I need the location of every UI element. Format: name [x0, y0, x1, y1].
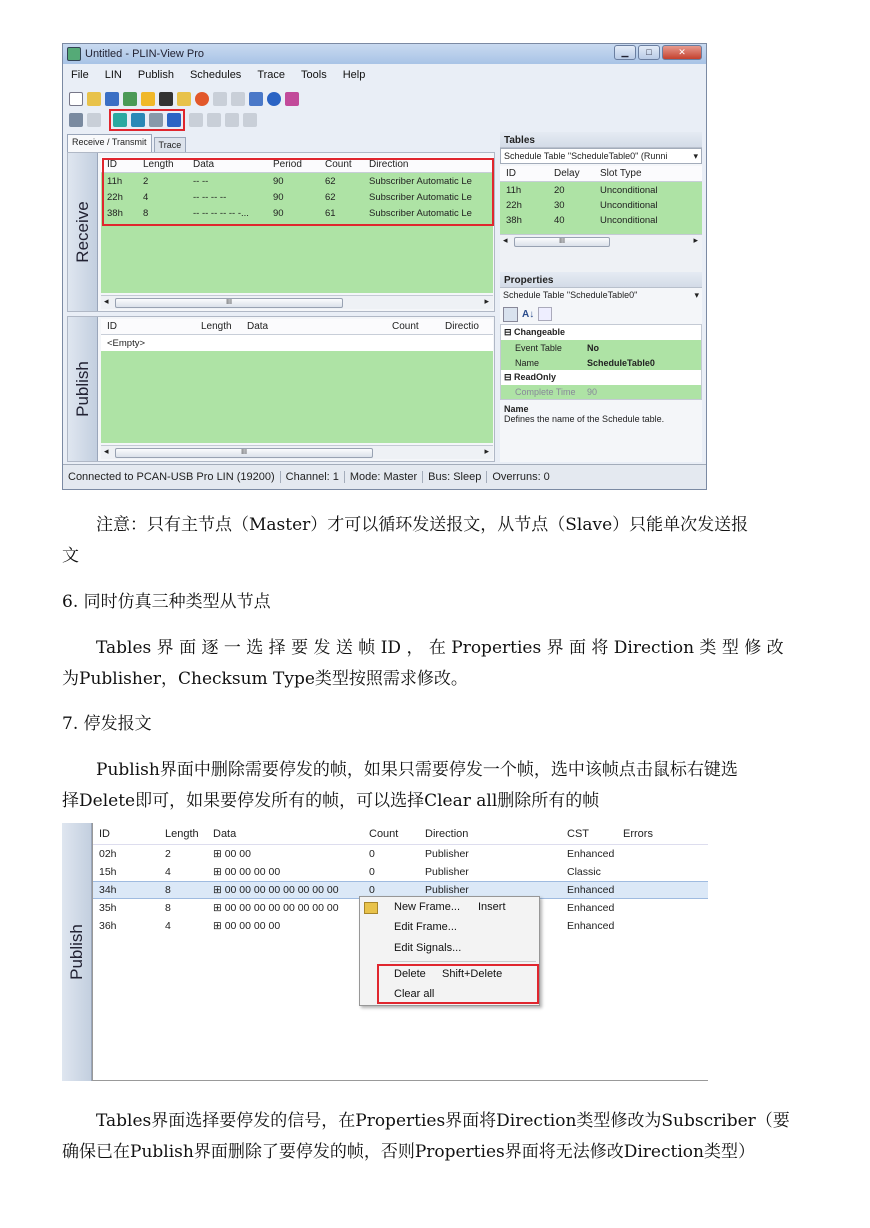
- menu-lin[interactable]: LIN: [104, 69, 122, 81]
- section-7-heading: 7. 停发报文: [62, 714, 152, 734]
- export-icon[interactable]: [123, 92, 137, 106]
- publish-label: Publish: [66, 924, 86, 980]
- menu-tools[interactable]: Tools: [301, 69, 327, 81]
- scroll-right-icon[interactable]: ▸: [484, 446, 489, 456]
- scroll-thumb[interactable]: III: [514, 237, 610, 247]
- scroll-left-icon[interactable]: ◂: [503, 235, 508, 245]
- record-icon[interactable]: [195, 92, 209, 106]
- cell: 61: [325, 207, 336, 219]
- property-name: Event Table: [515, 342, 562, 353]
- property-value: 90: [587, 387, 598, 397]
- menu-trace[interactable]: Trace: [257, 69, 286, 81]
- col-data[interactable]: Data: [193, 159, 215, 170]
- receive-grid: [101, 157, 493, 293]
- section-6-para-2: 为Publisher，Checksum Type类型按照需求修改。: [62, 669, 468, 689]
- publish-grid: [101, 319, 493, 443]
- receive-scrollbar[interactable]: [101, 295, 493, 309]
- col-id[interactable]: ID: [107, 321, 117, 332]
- title-bar: [63, 44, 706, 64]
- menu-bar: [71, 69, 365, 85]
- cell: Unconditional: [600, 184, 658, 196]
- col-length[interactable]: Length: [165, 827, 199, 840]
- chevron-down-icon[interactable]: ▾: [694, 290, 699, 300]
- empty-row: <Empty>: [101, 335, 493, 351]
- group-readonly[interactable]: ⊟ ReadOnly: [504, 372, 557, 382]
- cell: 62: [325, 191, 336, 203]
- cell: 15h: [99, 866, 117, 878]
- cell: 40: [554, 215, 565, 226]
- cell: Unconditional: [600, 200, 658, 211]
- status-mode: Mode: Master: [345, 471, 423, 483]
- tab-receive-transmit[interactable]: Receive / Transmit: [67, 134, 152, 152]
- scroll-left-icon[interactable]: ◂: [104, 296, 109, 306]
- cell: Subscriber Automatic Le: [369, 175, 472, 187]
- open-icon[interactable]: [87, 92, 101, 106]
- receive-highlight: [102, 158, 494, 226]
- property-row[interactable]: [501, 340, 701, 355]
- close-button[interactable]: ✕: [662, 45, 702, 60]
- cell: 8: [165, 884, 171, 896]
- table-row[interactable]: [93, 863, 708, 881]
- cell: Publisher: [425, 848, 469, 860]
- cell: 90: [273, 175, 284, 187]
- cell: 34h: [99, 884, 117, 896]
- property-value: No: [587, 342, 599, 353]
- menu-item-edit-frame[interactable]: Edit Frame...: [394, 921, 457, 933]
- col-direction[interactable]: Direction: [369, 159, 409, 170]
- col-direction[interactable]: Direction: [425, 827, 469, 840]
- final-para-1: Tables界面选择要停发的信号，在Properties界面将Direction类型修改为Subscriber（要: [96, 1111, 790, 1131]
- scroll-thumb[interactable]: III: [115, 298, 343, 308]
- publish-sidebar: [62, 823, 92, 1081]
- cell: Subscriber Automatic Le: [369, 207, 472, 219]
- cell: 8: [143, 207, 149, 219]
- table-row[interactable]: [93, 845, 708, 863]
- col-id[interactable]: ID: [107, 159, 117, 170]
- step-icon[interactable]: [149, 113, 163, 127]
- receive-panel: [67, 152, 495, 312]
- section-7-para-2: 择Delete即可，如果要停发所有的帧，可以选择Clear all删除所有的帧: [62, 791, 600, 811]
- disk-icon[interactable]: [249, 92, 263, 106]
- publish-panel: [67, 316, 495, 462]
- property-name: Complete Time: [515, 387, 576, 397]
- property-name: Name: [515, 357, 540, 368]
- schedule-icon[interactable]: [69, 113, 83, 127]
- toolbar-schedule: [69, 110, 257, 130]
- section-6-para-1: Tables 界 面 逐 一 选 择 要 发 送 帧 ID ， 在 Properties 界 面 将 Direction 类 型 修 改: [96, 638, 784, 658]
- combo-text: Schedule Table "ScheduleTable0": [503, 290, 638, 300]
- menu-help[interactable]: Help: [342, 69, 366, 81]
- property-row[interactable]: [501, 355, 701, 370]
- section-6-heading: 6. 同时仿真三种类型从节点: [62, 592, 271, 612]
- col-slot-type[interactable]: Slot Type: [600, 168, 642, 179]
- col-count[interactable]: Count: [369, 827, 399, 840]
- cell: -- -- -- --: [193, 191, 227, 203]
- property-grid: [500, 324, 702, 400]
- properties-toolbar: [500, 304, 702, 324]
- cell: Subscriber Automatic Le: [369, 191, 472, 203]
- menu-separator: [390, 961, 536, 962]
- scroll-thumb[interactable]: III: [115, 448, 373, 458]
- menu-item-edit-signals[interactable]: Edit Signals...: [394, 942, 462, 954]
- folder-icon[interactable]: [177, 92, 191, 106]
- new-frame-icon: [364, 902, 378, 914]
- cell: 38h: [506, 215, 522, 226]
- toolbar-main: [69, 89, 299, 109]
- status-bar: [63, 464, 706, 489]
- add-icon[interactable]: [189, 113, 203, 127]
- shortcut-insert: Insert: [478, 901, 506, 913]
- publish-header: [93, 823, 708, 845]
- cell: Enhanced: [567, 848, 615, 860]
- col-count[interactable]: Count: [392, 321, 419, 332]
- menu-file[interactable]: File: [71, 69, 89, 81]
- final-para-2: 确保已在Publish界面删除了要停发的帧，否则Properties界面将无法修改Direction类型）: [62, 1142, 755, 1162]
- cell: 35h: [99, 902, 117, 914]
- cell: 11h: [107, 175, 123, 187]
- cell: ⊞ 00 00 00 00: [213, 920, 281, 932]
- categorized-icon[interactable]: [503, 307, 518, 322]
- cell: 38h: [107, 207, 123, 219]
- table-row[interactable]: [500, 213, 702, 228]
- stop-icon[interactable]: [231, 92, 245, 106]
- cell: 62: [325, 175, 336, 187]
- combo-text: Schedule Table "ScheduleTable0" (Runni: [504, 151, 668, 161]
- section-7-para-1: Publish界面中删除需要停发的帧，如果只需要停发一个帧，选中该帧点击鼠标右键选: [96, 760, 738, 780]
- col-length[interactable]: Length: [201, 321, 232, 332]
- pause-icon[interactable]: [213, 92, 227, 106]
- cell: Publisher: [425, 866, 469, 878]
- scroll-right-icon[interactable]: ▸: [484, 296, 489, 306]
- property-pages-icon[interactable]: [538, 307, 552, 321]
- cell: 22h: [506, 200, 522, 211]
- cell: ⊞ 00 00 00 00 00 00 00 00: [213, 902, 339, 914]
- move-down-icon[interactable]: [243, 113, 257, 127]
- menu-item-new-frame[interactable]: New Frame...: [394, 901, 461, 913]
- cell: 4: [165, 866, 171, 878]
- col-direction[interactable]: Directio: [445, 321, 479, 332]
- connect-icon[interactable]: [141, 92, 155, 106]
- window-title: Untitled - PLIN-View Pro: [85, 48, 205, 60]
- cell: 0: [369, 866, 375, 878]
- col-period[interactable]: Period: [273, 159, 302, 170]
- status-connection: Connected to PCAN-USB Pro LIN (19200): [63, 471, 281, 483]
- group-label: Changeable: [514, 327, 566, 337]
- cell: 36h: [99, 920, 117, 932]
- properties-combo[interactable]: [500, 288, 702, 304]
- cell: 30: [554, 200, 565, 211]
- context-menu: [359, 896, 540, 1006]
- cell: 20: [554, 184, 565, 196]
- menu-publish[interactable]: Publish: [137, 69, 174, 81]
- cell: 2: [143, 175, 149, 187]
- cell: -- -- -- -- -- -...: [193, 207, 249, 219]
- schedule-table-combo[interactable]: [500, 148, 702, 164]
- wand-icon[interactable]: [87, 113, 101, 127]
- col-delay[interactable]: Delay: [554, 168, 580, 179]
- scroll-right-icon[interactable]: ▸: [693, 235, 698, 245]
- cell: 8: [165, 902, 171, 914]
- desc-title: Name: [504, 404, 529, 414]
- menu-item-clear-all[interactable]: Clear all: [394, 988, 435, 1000]
- play-icon[interactable]: [113, 113, 127, 127]
- cell: 2: [165, 848, 171, 860]
- save-icon[interactable]: [105, 92, 119, 106]
- publish-header: [101, 319, 493, 335]
- group-label: ReadOnly: [514, 372, 557, 382]
- status-channel: Channel: 1: [281, 471, 345, 483]
- tables-header: [500, 166, 702, 182]
- tab-trace[interactable]: Trace: [154, 137, 187, 152]
- tables-title: Tables: [500, 132, 702, 148]
- sort-alpha-icon[interactable]: A↓: [522, 308, 535, 320]
- play-controls-highlight: [109, 109, 185, 131]
- group-changeable[interactable]: ⊟ Changeable: [504, 327, 566, 337]
- cell: 0: [369, 848, 375, 860]
- window-controls: [614, 45, 702, 61]
- view-tabs: [67, 134, 186, 152]
- move-up-icon[interactable]: [225, 113, 239, 127]
- transfer-icon[interactable]: [159, 92, 173, 106]
- table-row[interactable]: [500, 198, 702, 213]
- status-bus: Bus: Sleep: [423, 471, 487, 483]
- cell: 90: [273, 191, 284, 203]
- publish-label: Publish: [72, 361, 92, 417]
- properties-title: Properties: [500, 272, 702, 288]
- cell: 90: [273, 207, 284, 219]
- menu-schedules[interactable]: Schedules: [189, 69, 242, 81]
- cell: Enhanced: [567, 884, 615, 896]
- desc-text: Defines the name of the Schedule table.: [504, 414, 665, 424]
- cell: Classic: [567, 866, 601, 878]
- tables-blank: [500, 248, 702, 272]
- property-value: ScheduleTable0: [587, 357, 655, 368]
- cell: 4: [143, 191, 149, 203]
- cell: 0: [369, 884, 375, 896]
- cell: ⊞ 00 00: [213, 848, 251, 860]
- note-line: 注意：只有主节点（Master）才可以循环发送报文，从节点（Slave）只能单次发送报: [96, 515, 749, 535]
- remove-icon[interactable]: [207, 113, 221, 127]
- col-data[interactable]: Data: [213, 827, 237, 840]
- property-description: [500, 400, 702, 436]
- eraser-icon[interactable]: [285, 92, 299, 106]
- info-icon[interactable]: [267, 92, 281, 106]
- col-id[interactable]: ID: [506, 168, 516, 179]
- table-row[interactable]: [500, 182, 702, 198]
- minimize-button[interactable]: ▁: [614, 45, 636, 60]
- scroll-left-icon[interactable]: ◂: [104, 446, 109, 456]
- property-row[interactable]: [501, 385, 701, 399]
- cell: Publisher: [425, 884, 469, 896]
- cell: -- --: [193, 175, 209, 187]
- suspend-icon[interactable]: [131, 113, 145, 127]
- cell: 4: [165, 920, 171, 932]
- cell: 11h: [506, 184, 522, 196]
- right-pane: [500, 132, 702, 462]
- app-icon: [67, 47, 81, 61]
- cell: Enhanced: [567, 902, 615, 914]
- stop-schedule-icon[interactable]: [167, 113, 181, 127]
- publish-scrollbar[interactable]: [101, 445, 493, 459]
- col-data[interactable]: Data: [247, 321, 269, 332]
- receive-label: Receive: [72, 201, 92, 263]
- col-errors[interactable]: Errors: [623, 827, 653, 840]
- chevron-down-icon[interactable]: ▾: [693, 151, 698, 161]
- tables-grid: [500, 166, 702, 234]
- shortcut-delete: Shift+Delete: [442, 968, 503, 980]
- cell: ⊞ 00 00 00 00 00 00 00 00: [213, 884, 339, 896]
- cell: ⊞ 00 00 00 00: [213, 866, 281, 878]
- col-id[interactable]: ID: [99, 827, 110, 840]
- menu-item-delete[interactable]: Delete: [394, 968, 426, 980]
- tables-scrollbar[interactable]: [500, 234, 702, 248]
- cell: 22h: [107, 191, 123, 203]
- note-line-2: 文: [62, 546, 79, 566]
- col-length[interactable]: Length: [143, 159, 174, 170]
- col-count[interactable]: Count: [325, 159, 352, 170]
- cell: Enhanced: [567, 920, 615, 932]
- status-overruns: Overruns: 0: [492, 471, 550, 483]
- cell: 02h: [99, 848, 117, 860]
- maximize-button[interactable]: □: [638, 45, 660, 60]
- col-cst[interactable]: CST: [567, 827, 589, 840]
- plin-view-window: [62, 43, 707, 490]
- new-icon[interactable]: [69, 92, 83, 106]
- cell: Unconditional: [600, 215, 658, 226]
